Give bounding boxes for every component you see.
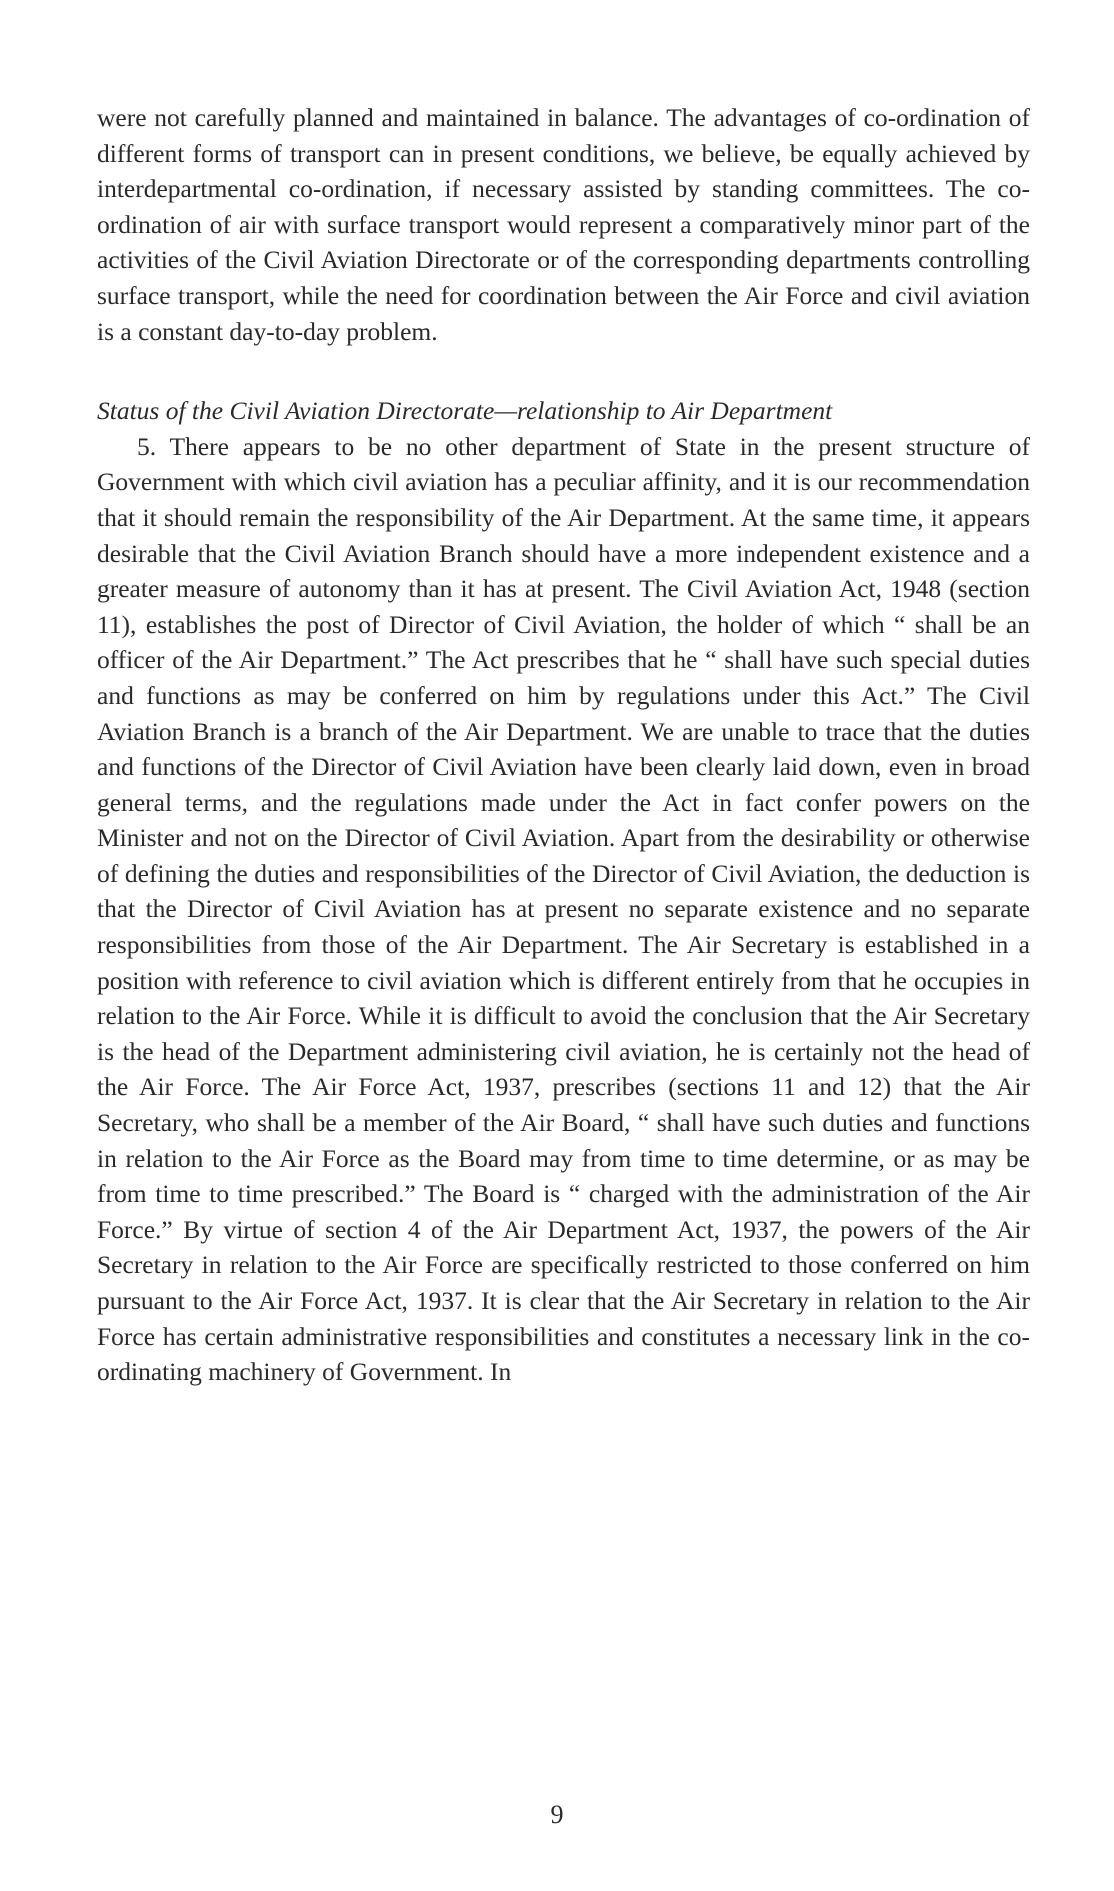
section-heading: Status of the Civil Aviation Directorate—relationship to Air Department — [97, 396, 833, 426]
document-page — [97, 100, 1030, 1390]
page-number: 9 — [550, 1800, 564, 1829]
section-paragraph: 5. There appears to be no other department of State in the present structure of Government with which civil aviation has a peculiar affinity, and it is our recommendation that it should remain the responsibility of the Air Department. At the same time, it appears desirable that the Civil Aviation Branch should have a more independent existence and a greater measure of autonomy than it has at present. The Civil Aviation Act, 1948 (section 11), establishes the post of Director of Civil Aviation, the holder of which “ shall be an officer of the Air Department.” The Act prescribes that he “ shall have such special duties and functions as may be conferred on him by regulations under this Act.” The Civil Aviation Branch is a branch of the Air Department. We are unable to trace that the duties and functions of the Director of Civil Aviation have been clearly laid down, even in broad general terms, and the regulations made under the Act in fact confer powers on the Minister and not on the Director of Civil Aviation. Apart from the desirability or otherwise of defining the duties and responsibilities of the Director of Civil Aviation, the deduction is that the Director of Civil Aviation has at present no separate existence and no separate responsibilities from those of the Air Department. The Air Secretary is established in a position with reference to civil aviation which is different entirely from that he occupies in relation to the Air Force. While it is difficult to avoid the conclusion that the Air Secretary is the head of the Department administering civil aviation, he is certainly not the head of the Air Force. The Air Force Act, 1937, prescribes (sections 11 and 12) that the Air Secretary, who shall be a member of the Air Board, “ shall have such duties and functions in relation to the Air Force as the Board may from time to time determine, or as may be from time to time prescribed.” The Board is “ charged with the administration of the Air Force.” By virtue of section 4 of the Air Department Act, 1937, the powers of the Air Secretary in relation to the Air Force are specifically restricted to those conferred on him pursuant to the Air Force Act, 1937. It is clear that the Air Secretary in relation to the Air Force has certain administrative responsibilities and constitutes a necessary link in the co-ordinating machinery of Government. In — [97, 431, 1030, 1387]
opening-paragraph: were not carefully planned and maintained in balance. The advantages of co-ordination of different forms of transport can in present conditions, we believe, be equally achieved by interdepartmental co-ordination, if necessary assisted by standing committees. The co-ordination of air with surface transport would represent a comparatively minor part of the activities of the Civil Aviation Directorate or of the corresponding departments controlling surface transport, while the need for coordination between the Air Force and civil aviation is a constant day-to-day problem. — [97, 103, 1030, 346]
